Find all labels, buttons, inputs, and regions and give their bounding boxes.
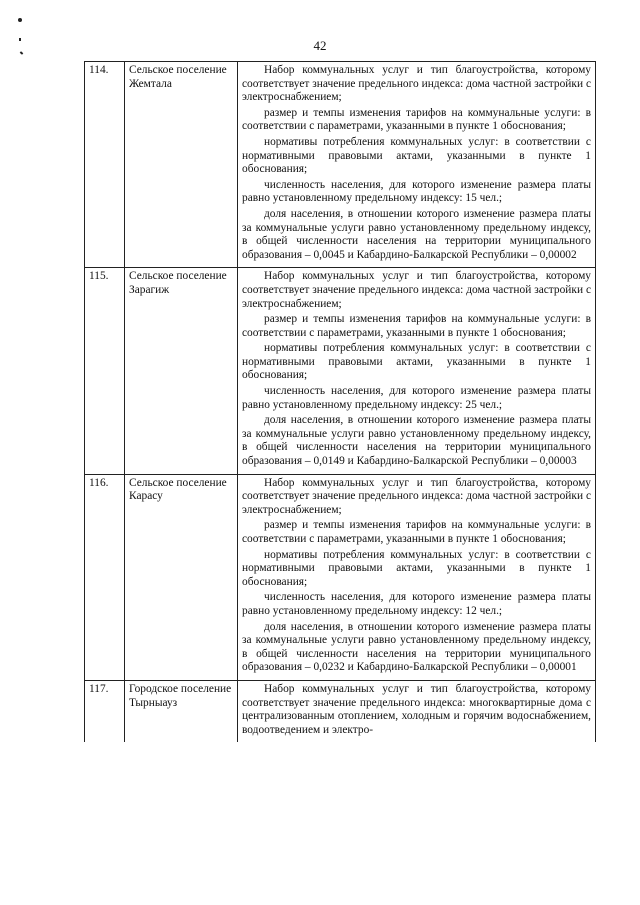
description-paragraph: доля населения, в отношении которого изменение размера платы за коммунальные услуги равно установленному предельному индексу, в общей численности населения на территории муниципального образования – 0,0232 и Кабардино-Балкарской Республики – 0,00001 [242, 620, 591, 674]
description-paragraph: численность населения, для которого изменение размера платы равно установленному предельному индексу: 25 чел.; [242, 385, 591, 411]
description-paragraph: нормативы потребления коммунальных услуг: в соответствии с нормативными правовыми актами, указанными в пункте 1 обоснования; [242, 548, 591, 588]
municipal-index-table [84, 61, 596, 742]
index-description [238, 268, 596, 474]
row-number: 117. [85, 680, 125, 742]
row-number: 115. [85, 268, 125, 474]
index-description [238, 474, 596, 680]
page-number: 42 [313, 38, 327, 53]
municipality-name: Городское поселение Тырныауз [125, 680, 238, 742]
description-paragraph: размер и темпы изменения тарифов на коммунальные услуги: в соответствии с параметрами, указанными в пункте 1 обоснования; [242, 106, 591, 133]
description-paragraph: Набор коммунальных услуг и тип благоустройства, которому соответствует значение предельного индекса: многоквартирные дома с централизованным отоплением, холодным и горячим водоснабжением, водоотведением и электро- [242, 682, 591, 736]
binder-dot-mark [18, 18, 22, 22]
description-paragraph: нормативы потребления коммунальных услуг: в соответствии с нормативными правовыми актами, указанными в пункте 1 обоснования; [242, 135, 591, 176]
description-paragraph: численность населения, для которого изменение размера платы равно установленному предельному индексу: 15 чел.; [242, 178, 591, 205]
municipality-name: Сельское поселение Жемтала [125, 62, 238, 268]
municipality-name: Сельское поселение Зарагиж [125, 268, 238, 474]
description-paragraph: Набор коммунальных услуг и тип благоустройства, которому соответствует значение предельного индекса: дома частной застройки с электроснабжением; [242, 476, 591, 516]
description-paragraph: размер и темпы изменения тарифов на коммунальные услуги: в соответствии с параметрами, указанными в пункте 1 обоснования; [242, 519, 591, 545]
index-description [238, 680, 596, 742]
table-row [85, 268, 596, 474]
table-row [85, 62, 596, 268]
description-paragraph: доля населения, в отношении которого изменение размера платы за коммунальные услуги равно установленному предельному индексу, в общей численности населения на территории муниципального образования – 0,0149 и Кабардино-Балкарской Республики – 0,00003 [242, 414, 591, 468]
table-row [85, 680, 596, 742]
description-paragraph: размер и темпы изменения тарифов на коммунальные услуги: в соответствии с параметрами, указанными в пункте 1 обоснования; [242, 313, 591, 339]
description-paragraph: Набор коммунальных услуг и тип благоустройства, которому соответствует значение предельного индекса: дома частной застройки с электроснабжением; [242, 64, 591, 104]
description-paragraph: Набор коммунальных услуг и тип благоустройства, которому соответствует значение предельного индекса: дома частной застройки с электроснабжением; [242, 270, 591, 310]
municipality-name: Сельское поселение Карасу [125, 474, 238, 680]
table-body [85, 62, 596, 743]
index-description [238, 62, 596, 268]
description-paragraph: доля населения, в отношении которого изменение размера платы за коммунальные услуги равно установленному предельному индексу, в общей численности населения на территории муниципального образования – 0,0045 и Кабардино-Балкарской Республики – 0,00002 [242, 207, 591, 261]
description-paragraph: численность населения, для которого изменение размера платы равно установленному предельному индексу: 12 чел.; [242, 591, 591, 617]
description-paragraph: нормативы потребления коммунальных услуг: в соответствии с нормативными правовыми актами, указанными в пункте 1 обоснования; [242, 342, 591, 382]
row-number: 114. [85, 62, 125, 268]
table-row [85, 474, 596, 680]
row-number: 116. [85, 474, 125, 680]
